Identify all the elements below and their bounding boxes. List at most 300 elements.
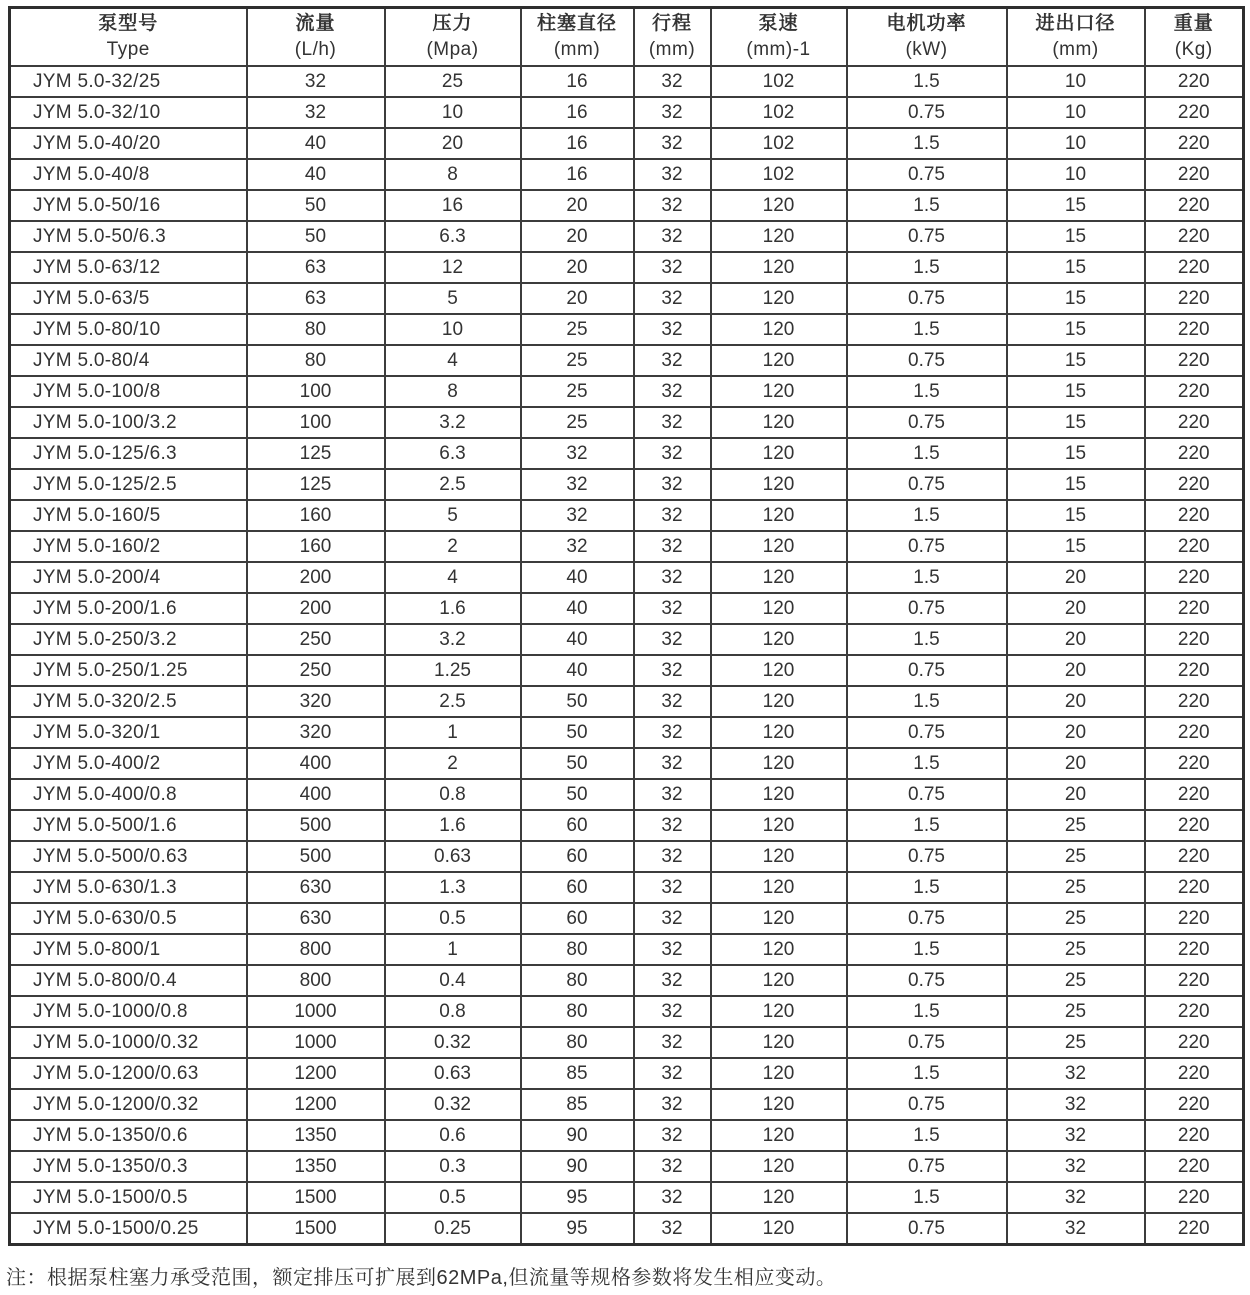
- value-cell: 120: [711, 407, 847, 438]
- model-cell: JYM 5.0-100/8: [10, 376, 247, 407]
- value-cell: 32: [634, 1151, 711, 1182]
- value-cell: 32: [634, 469, 711, 500]
- value-cell: 20: [1007, 686, 1145, 717]
- value-cell: 120: [711, 1027, 847, 1058]
- value-cell: 20: [1007, 624, 1145, 655]
- model-cell: JYM 5.0-400/0.8: [10, 779, 247, 810]
- value-cell: 15: [1007, 376, 1145, 407]
- value-cell: 32: [1007, 1058, 1145, 1089]
- value-cell: 120: [711, 562, 847, 593]
- value-cell: 1000: [247, 1027, 385, 1058]
- value-cell: 1.5: [847, 438, 1007, 469]
- value-cell: 220: [1145, 500, 1244, 531]
- value-cell: 32: [634, 748, 711, 779]
- value-cell: 32: [1007, 1089, 1145, 1120]
- model-cell: JYM 5.0-50/6.3: [10, 221, 247, 252]
- value-cell: 0.75: [847, 283, 1007, 314]
- value-cell: 100: [247, 376, 385, 407]
- value-cell: 16: [521, 97, 634, 128]
- value-cell: 120: [711, 624, 847, 655]
- value-cell: 160: [247, 531, 385, 562]
- value-cell: 50: [521, 748, 634, 779]
- table-row: [10, 407, 1244, 438]
- value-cell: 0.75: [847, 345, 1007, 376]
- value-cell: 0.3: [385, 1151, 521, 1182]
- value-cell: 120: [711, 531, 847, 562]
- value-cell: 1350: [247, 1120, 385, 1151]
- table-row: [10, 159, 1244, 190]
- value-cell: 25: [1007, 872, 1145, 903]
- value-cell: 220: [1145, 903, 1244, 934]
- value-cell: 32: [634, 655, 711, 686]
- value-cell: 85: [521, 1089, 634, 1120]
- value-cell: 0.25: [385, 1213, 521, 1245]
- value-cell: 80: [521, 965, 634, 996]
- value-cell: 1.5: [847, 1058, 1007, 1089]
- value-cell: 120: [711, 1120, 847, 1151]
- value-cell: 32: [634, 562, 711, 593]
- value-cell: 40: [247, 159, 385, 190]
- value-cell: 0.75: [847, 841, 1007, 872]
- value-cell: 32: [634, 593, 711, 624]
- table-row: [10, 841, 1244, 872]
- value-cell: 120: [711, 500, 847, 531]
- value-cell: 1.6: [385, 810, 521, 841]
- model-cell: JYM 5.0-32/10: [10, 97, 247, 128]
- model-cell: JYM 5.0-32/25: [10, 66, 247, 97]
- table-row: [10, 1120, 1244, 1151]
- value-cell: 800: [247, 965, 385, 996]
- column-header-3: [521, 8, 634, 67]
- value-cell: 15: [1007, 252, 1145, 283]
- value-cell: 1.5: [847, 1120, 1007, 1151]
- model-cell: JYM 5.0-500/0.63: [10, 841, 247, 872]
- value-cell: 250: [247, 655, 385, 686]
- value-cell: 1.6: [385, 593, 521, 624]
- value-cell: 32: [634, 872, 711, 903]
- table-row: [10, 190, 1244, 221]
- value-cell: 1.5: [847, 1182, 1007, 1213]
- value-cell: 1.5: [847, 748, 1007, 779]
- value-cell: 60: [521, 810, 634, 841]
- value-cell: 90: [521, 1151, 634, 1182]
- value-cell: 1: [385, 934, 521, 965]
- value-cell: 1000: [247, 996, 385, 1027]
- column-header-6: [847, 8, 1007, 67]
- table-row: [10, 593, 1244, 624]
- column-header-2: [385, 8, 521, 67]
- column-title-sub: (mm): [648, 39, 696, 60]
- value-cell: 0.75: [847, 1213, 1007, 1245]
- value-cell: 32: [634, 1089, 711, 1120]
- value-cell: 1.5: [847, 996, 1007, 1027]
- table-row: [10, 1058, 1244, 1089]
- value-cell: 32: [634, 1120, 711, 1151]
- value-cell: 220: [1145, 655, 1244, 686]
- value-cell: 95: [521, 1213, 634, 1245]
- value-cell: 25: [1007, 996, 1145, 1027]
- model-cell: JYM 5.0-80/4: [10, 345, 247, 376]
- value-cell: 220: [1145, 1089, 1244, 1120]
- value-cell: 85: [521, 1058, 634, 1089]
- table-header: [10, 8, 1244, 67]
- value-cell: 32: [634, 996, 711, 1027]
- value-cell: 15: [1007, 314, 1145, 345]
- column-title-zh: 进出口径: [1035, 13, 1116, 35]
- value-cell: 25: [1007, 903, 1145, 934]
- value-cell: 120: [711, 810, 847, 841]
- value-cell: 630: [247, 903, 385, 934]
- value-cell: 220: [1145, 593, 1244, 624]
- value-cell: 220: [1145, 469, 1244, 500]
- value-cell: 0.32: [385, 1089, 521, 1120]
- value-cell: 50: [521, 717, 634, 748]
- column-title-sub: (mm): [1052, 39, 1099, 60]
- value-cell: 0.75: [847, 407, 1007, 438]
- model-cell: JYM 5.0-80/10: [10, 314, 247, 345]
- value-cell: 120: [711, 965, 847, 996]
- value-cell: 80: [521, 996, 634, 1027]
- value-cell: 0.75: [847, 1151, 1007, 1182]
- value-cell: 0.75: [847, 1089, 1007, 1120]
- value-cell: 0.8: [385, 779, 521, 810]
- value-cell: 60: [521, 872, 634, 903]
- value-cell: 220: [1145, 438, 1244, 469]
- value-cell: 220: [1145, 1120, 1244, 1151]
- value-cell: 10: [1007, 66, 1145, 97]
- value-cell: 800: [247, 934, 385, 965]
- value-cell: 6.3: [385, 438, 521, 469]
- model-cell: JYM 5.0-630/1.3: [10, 872, 247, 903]
- column-title-zh: 柱塞直径: [536, 13, 617, 35]
- value-cell: 220: [1145, 97, 1244, 128]
- column-title-sub: (L/h): [294, 39, 337, 60]
- value-cell: 10: [1007, 128, 1145, 159]
- column-title-zh: 泵速: [758, 13, 799, 35]
- table-row: [10, 314, 1244, 345]
- value-cell: 32: [634, 221, 711, 252]
- value-cell: 500: [247, 841, 385, 872]
- value-cell: 32: [634, 965, 711, 996]
- value-cell: 32: [521, 469, 634, 500]
- value-cell: 8: [385, 376, 521, 407]
- value-cell: 15: [1007, 407, 1145, 438]
- value-cell: 50: [247, 221, 385, 252]
- column-title-sub: Type: [106, 39, 150, 60]
- model-cell: JYM 5.0-200/4: [10, 562, 247, 593]
- value-cell: 16: [521, 66, 634, 97]
- value-cell: 50: [521, 686, 634, 717]
- value-cell: 120: [711, 376, 847, 407]
- value-cell: 80: [521, 1027, 634, 1058]
- value-cell: 32: [634, 810, 711, 841]
- model-cell: JYM 5.0-40/8: [10, 159, 247, 190]
- table-row: [10, 97, 1244, 128]
- value-cell: 10: [385, 97, 521, 128]
- table-row: [10, 717, 1244, 748]
- table-row: [10, 1089, 1244, 1120]
- value-cell: 25: [1007, 934, 1145, 965]
- value-cell: 0.6: [385, 1120, 521, 1151]
- value-cell: 10: [1007, 159, 1145, 190]
- table-row: [10, 469, 1244, 500]
- value-cell: 15: [1007, 221, 1145, 252]
- value-cell: 32: [634, 903, 711, 934]
- table-row: [10, 903, 1244, 934]
- model-cell: JYM 5.0-800/1: [10, 934, 247, 965]
- value-cell: 2.5: [385, 686, 521, 717]
- value-cell: 220: [1145, 190, 1244, 221]
- value-cell: 95: [521, 1182, 634, 1213]
- value-cell: 15: [1007, 283, 1145, 314]
- value-cell: 0.75: [847, 159, 1007, 190]
- value-cell: 15: [1007, 469, 1145, 500]
- value-cell: 16: [385, 190, 521, 221]
- value-cell: 32: [1007, 1120, 1145, 1151]
- model-cell: JYM 5.0-1200/0.63: [10, 1058, 247, 1089]
- column-title-zh: 泵型号: [98, 13, 159, 35]
- value-cell: 40: [521, 655, 634, 686]
- value-cell: 120: [711, 903, 847, 934]
- value-cell: 500: [247, 810, 385, 841]
- value-cell: 4: [385, 562, 521, 593]
- value-cell: 0.75: [847, 655, 1007, 686]
- column-title-zh: 电机功率: [886, 13, 967, 35]
- value-cell: 320: [247, 717, 385, 748]
- model-cell: JYM 5.0-1000/0.8: [10, 996, 247, 1027]
- value-cell: 220: [1145, 345, 1244, 376]
- value-cell: 102: [711, 66, 847, 97]
- value-cell: 20: [1007, 779, 1145, 810]
- value-cell: 400: [247, 748, 385, 779]
- column-title-zh: 流量: [295, 13, 336, 35]
- value-cell: 220: [1145, 965, 1244, 996]
- value-cell: 40: [521, 593, 634, 624]
- value-cell: 0.75: [847, 469, 1007, 500]
- value-cell: 0.63: [385, 841, 521, 872]
- value-cell: 32: [634, 66, 711, 97]
- value-cell: 120: [711, 996, 847, 1027]
- column-header-0: [10, 8, 247, 67]
- table-row: [10, 1182, 1244, 1213]
- column-title-sub: (mm): [553, 39, 601, 60]
- value-cell: 220: [1145, 934, 1244, 965]
- value-cell: 220: [1145, 1058, 1244, 1089]
- value-cell: 1.5: [847, 686, 1007, 717]
- table-row: [10, 376, 1244, 407]
- column-title-zh: 行程: [651, 13, 692, 35]
- value-cell: 1.5: [847, 190, 1007, 221]
- value-cell: 102: [711, 128, 847, 159]
- value-cell: 20: [1007, 717, 1145, 748]
- model-cell: JYM 5.0-1350/0.6: [10, 1120, 247, 1151]
- value-cell: 80: [247, 345, 385, 376]
- value-cell: 0.5: [385, 1182, 521, 1213]
- value-cell: 120: [711, 252, 847, 283]
- value-cell: 40: [247, 128, 385, 159]
- value-cell: 90: [521, 1120, 634, 1151]
- model-cell: JYM 5.0-500/1.6: [10, 810, 247, 841]
- value-cell: 1.25: [385, 655, 521, 686]
- value-cell: 32: [521, 531, 634, 562]
- footnote: 注：根据泵柱塞力承受范围，额定排压可扩展到62MPa,但流量等规格参数将发生相应变动。: [6, 1267, 837, 1289]
- table-row: [10, 810, 1244, 841]
- value-cell: 220: [1145, 283, 1244, 314]
- value-cell: 4: [385, 345, 521, 376]
- column-header-7: [1007, 8, 1145, 67]
- value-cell: 120: [711, 1151, 847, 1182]
- value-cell: 1.5: [847, 872, 1007, 903]
- value-cell: 220: [1145, 841, 1244, 872]
- value-cell: 1.5: [847, 810, 1007, 841]
- value-cell: 2.5: [385, 469, 521, 500]
- value-cell: 25: [521, 376, 634, 407]
- value-cell: 32: [634, 283, 711, 314]
- model-cell: JYM 5.0-1500/0.5: [10, 1182, 247, 1213]
- value-cell: 400: [247, 779, 385, 810]
- value-cell: 120: [711, 1182, 847, 1213]
- value-cell: 32: [247, 66, 385, 97]
- value-cell: 32: [521, 438, 634, 469]
- value-cell: 25: [521, 314, 634, 345]
- value-cell: 120: [711, 190, 847, 221]
- value-cell: 0.75: [847, 903, 1007, 934]
- value-cell: 220: [1145, 562, 1244, 593]
- value-cell: 220: [1145, 531, 1244, 562]
- value-cell: 220: [1145, 717, 1244, 748]
- value-cell: 0.75: [847, 97, 1007, 128]
- value-cell: 1200: [247, 1058, 385, 1089]
- value-cell: 220: [1145, 1213, 1244, 1245]
- model-cell: JYM 5.0-125/6.3: [10, 438, 247, 469]
- value-cell: 220: [1145, 221, 1244, 252]
- value-cell: 160: [247, 500, 385, 531]
- value-cell: 1.5: [847, 376, 1007, 407]
- value-cell: 120: [711, 748, 847, 779]
- model-cell: JYM 5.0-1000/0.32: [10, 1027, 247, 1058]
- value-cell: 32: [1007, 1213, 1145, 1245]
- value-cell: 120: [711, 1058, 847, 1089]
- value-cell: 120: [711, 779, 847, 810]
- value-cell: 32: [634, 686, 711, 717]
- column-header-8: [1145, 8, 1244, 67]
- model-cell: JYM 5.0-50/16: [10, 190, 247, 221]
- table-row: [10, 562, 1244, 593]
- value-cell: 120: [711, 314, 847, 345]
- value-cell: 15: [1007, 438, 1145, 469]
- value-cell: 100: [247, 407, 385, 438]
- value-cell: 32: [634, 1213, 711, 1245]
- value-cell: 220: [1145, 1182, 1244, 1213]
- column-title-zh: 重量: [1173, 13, 1214, 35]
- value-cell: 1.5: [847, 624, 1007, 655]
- value-cell: 80: [521, 934, 634, 965]
- value-cell: 120: [711, 841, 847, 872]
- column-header-1: [247, 8, 385, 67]
- model-cell: JYM 5.0-1350/0.3: [10, 1151, 247, 1182]
- table-row: [10, 965, 1244, 996]
- value-cell: 40: [521, 562, 634, 593]
- model-cell: JYM 5.0-320/2.5: [10, 686, 247, 717]
- table-row: [10, 624, 1244, 655]
- column-title-sub: (mm)-1: [746, 39, 811, 60]
- value-cell: 220: [1145, 810, 1244, 841]
- value-cell: 5: [385, 500, 521, 531]
- value-cell: 0.5: [385, 903, 521, 934]
- value-cell: 32: [634, 159, 711, 190]
- value-cell: 0.75: [847, 965, 1007, 996]
- value-cell: 0.8: [385, 996, 521, 1027]
- value-cell: 32: [634, 1058, 711, 1089]
- value-cell: 32: [634, 376, 711, 407]
- value-cell: 20: [521, 221, 634, 252]
- table-row: [10, 1027, 1244, 1058]
- value-cell: 10: [385, 314, 521, 345]
- value-cell: 1.5: [847, 562, 1007, 593]
- value-cell: 220: [1145, 1027, 1244, 1058]
- value-cell: 1.5: [847, 252, 1007, 283]
- value-cell: 630: [247, 872, 385, 903]
- value-cell: 40: [521, 624, 634, 655]
- value-cell: 0.75: [847, 779, 1007, 810]
- value-cell: 0.75: [847, 531, 1007, 562]
- value-cell: 15: [1007, 531, 1145, 562]
- value-cell: 0.32: [385, 1027, 521, 1058]
- column-title-zh: 压力: [432, 13, 473, 35]
- value-cell: 220: [1145, 748, 1244, 779]
- value-cell: 16: [521, 159, 634, 190]
- value-cell: 0.75: [847, 1027, 1007, 1058]
- table-row: [10, 1151, 1244, 1182]
- value-cell: 50: [247, 190, 385, 221]
- value-cell: 120: [711, 221, 847, 252]
- value-cell: 1200: [247, 1089, 385, 1120]
- value-cell: 15: [1007, 190, 1145, 221]
- value-cell: 25: [1007, 1027, 1145, 1058]
- model-cell: JYM 5.0-63/5: [10, 283, 247, 314]
- value-cell: 25: [521, 407, 634, 438]
- value-cell: 32: [634, 128, 711, 159]
- value-cell: 220: [1145, 872, 1244, 903]
- value-cell: 120: [711, 717, 847, 748]
- column-title-sub: (Kg): [1174, 39, 1213, 60]
- value-cell: 220: [1145, 314, 1244, 345]
- value-cell: 1.5: [847, 500, 1007, 531]
- value-cell: 120: [711, 872, 847, 903]
- value-cell: 1.5: [847, 128, 1007, 159]
- value-cell: 200: [247, 593, 385, 624]
- header-row: [10, 8, 1244, 67]
- value-cell: 20: [1007, 748, 1145, 779]
- table-row: [10, 996, 1244, 1027]
- table-row: [10, 66, 1244, 97]
- value-cell: 20: [1007, 593, 1145, 624]
- model-cell: JYM 5.0-100/3.2: [10, 407, 247, 438]
- column-header-5: [711, 8, 847, 67]
- value-cell: 20: [521, 252, 634, 283]
- table-row: [10, 500, 1244, 531]
- value-cell: 120: [711, 345, 847, 376]
- column-title-sub: (Mpa): [426, 39, 479, 60]
- value-cell: 1.5: [847, 66, 1007, 97]
- value-cell: 220: [1145, 996, 1244, 1027]
- value-cell: 0.75: [847, 593, 1007, 624]
- value-cell: 1.3: [385, 872, 521, 903]
- value-cell: 10: [1007, 97, 1145, 128]
- value-cell: 25: [521, 345, 634, 376]
- value-cell: 32: [634, 345, 711, 376]
- value-cell: 32: [634, 841, 711, 872]
